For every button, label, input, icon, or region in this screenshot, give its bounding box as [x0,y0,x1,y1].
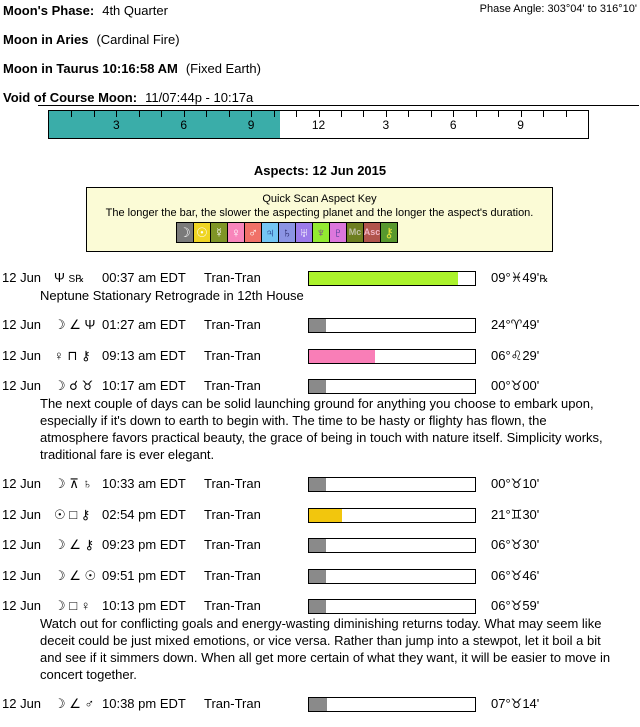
hour-tick [184,111,185,117]
hour-tick [521,111,522,117]
hour-tick [453,111,454,117]
duration-bar [308,477,476,492]
duration-bar [308,569,476,584]
aspect-degree-value: 00°♉00' [491,378,540,393]
voc-timeline-fill [49,111,280,138]
aspect-glyphs [54,317,102,333]
moon-ingress-label: Moon in Taurus 10:16:58 AM [3,61,178,76]
duration-bar [308,318,476,333]
aspect-row [0,476,640,492]
neptune-chip: ♆ [312,222,330,243]
duration-bar-fill [309,350,375,363]
aspect-glyphs [54,348,102,364]
aspect-rows [0,270,640,727]
aspect-glyphs-main: ☽ ☌ ♉ [54,378,94,393]
hour-label: 12 [311,118,326,132]
hour-tick [229,111,230,117]
aspect-degree-value: 06°♉46' [491,567,540,583]
aspect-degree [491,568,539,584]
aspect-row [0,270,640,286]
aspect-time: 09:23 pm EDT [102,537,186,552]
duration-bar [308,599,476,614]
hour-tick [94,111,95,117]
aspect-row [0,348,640,364]
aspect-degree [491,476,539,492]
aspect-time: 10:33 am EDT [102,476,186,491]
aspect-type: Tran-Tran [204,270,261,285]
hour-label: 9 [517,118,524,132]
aspects-title: Aspects: 12 Jun 2015 [253,163,387,178]
aspect-date: 12 Jun [2,506,42,522]
aspect-type: Tran-Tran [204,317,261,332]
key-title: Quick Scan Aspect Key [262,193,377,205]
hour-tick [274,111,275,117]
void-of-course-line [3,90,253,105]
hour-tick [139,111,140,117]
moon-chip: ☽ [176,222,194,243]
aspect-time: 10:38 pm EDT [102,696,186,711]
aspect-degree-value: 00°♉10' [491,476,540,491]
aspect-degree-value: 06°♌29' [491,347,540,363]
chiron-chip: ⚷ [380,222,398,243]
aspect-type: Tran-Tran [204,598,261,613]
aspect-date: 12 Jun [2,476,42,491]
moon-sign-line [3,32,180,47]
aspect-time: 10:17 am EDT [102,378,186,393]
aspect-type: Tran-Tran [204,476,261,491]
moons-phase-value: 4th Quarter [102,3,168,18]
hour-tick [363,111,364,117]
moon-ingress-value: (Fixed Earth) [185,61,261,76]
aspect-row [0,507,640,523]
aspect-date: 12 Jun [2,270,42,285]
quick-scan-aspect-key [86,187,553,252]
hour-tick [206,111,207,117]
aspect-degree-value: 07°♉14' [491,696,540,711]
hour-tick [431,111,432,117]
duration-bar-fill [309,272,458,285]
duration-bar-fill [309,380,326,393]
hour-tick [408,111,409,117]
aspect-degree [491,348,539,364]
aspect-date: 12 Jun [2,598,42,613]
moons-phase-label: Moon's Phase: [3,3,95,18]
duration-bar [308,508,476,523]
retrograde-mark: ℞ [539,274,549,285]
aspect-degree-value: 06°♉59' [491,598,540,613]
aspect-row [0,568,640,584]
aspect-degree-value: 09°♓49' [491,270,540,285]
aspect-degree [491,696,539,712]
aspect-row [0,317,640,333]
duration-bar [308,697,476,712]
hour-label: 9 [247,118,255,132]
header-divider [38,105,639,106]
aspect-date: 12 Jun [2,317,42,332]
aspect-type: Tran-Tran [204,347,261,363]
aspect-row [0,537,640,553]
hour-tick [566,111,567,117]
aspect-glyphs-main: ☉ □ ⚷ [54,506,91,522]
aspect-type: Tran-Tran [204,696,261,711]
hour-tick [386,111,387,117]
aspect-time: 00:37 am EDT [102,270,186,285]
duration-bar-fill [309,698,327,711]
hour-tick [251,111,252,117]
duration-bar [308,538,476,553]
aspect-glyphs [54,568,102,584]
ascendant-chip: Asc [363,222,381,243]
moon-sign-label: Moon in Aries [3,32,89,47]
aspect-degree [491,598,539,614]
aspect-key-chips [176,222,552,243]
phase-angle: Phase Angle: 303°04' to 316°10' [479,3,637,15]
aspect-type: Tran-Tran [204,537,261,552]
hour-label: 6 [449,118,457,132]
aspect-glyphs [54,696,102,712]
hour-tick [476,111,477,117]
aspect-glyphs-main: ☽ ∠ ♂ [54,696,95,711]
hour-tick [543,111,544,117]
duration-bar [308,379,476,394]
aspect-degree [491,270,548,286]
aspect-note: The next couple of days can be solid launching ground for anything you choose to embark upon, especially if it's down to earth to begin with. The time to be hasty or flighty has flown, the atmosphere favors practical beauty, the grace of being in touch with nature itself. Simplicity works, traditional fare is ever elegant. [40,396,603,462]
aspect-note: Neptune Stationary Retrograde in 12th House [40,288,304,303]
aspect-row [0,696,640,712]
aspect-type: Tran-Tran [204,506,261,522]
aspect-glyphs-main: ☽ ∠ ☉ [54,567,97,583]
aspect-row [0,378,640,394]
aspect-row [0,598,640,614]
aspect-glyphs [54,270,102,285]
aspect-degree-value: 06°♉30' [491,537,540,552]
hour-tick [71,111,72,117]
mercury-chip: ☿ [210,222,228,243]
uranus-chip: ♅ [295,222,313,243]
moon-sign-value: (Cardinal Fire) [96,32,180,47]
aspect-degree [491,507,539,523]
aspect-note: Watch out for conflicting goals and energy-wasting diminishing returns today. What may seem like deceit could be just mixed emotions, or vice versa. Rather than jump into a stewpot, let it boil a bit and see if it simmers down. When all get more certain of what they want, it will be easier to move in concert together. [40,616,611,682]
hour-tick [161,111,162,117]
aspect-date: 12 Jun [2,567,42,583]
moon-ingress-line [3,61,261,76]
moons-phase-line [3,3,168,18]
mars-chip: ♂ [244,222,262,243]
aspect-glyphs-main: Ψ [54,270,65,285]
aspect-degree [491,537,539,553]
duration-bar-fill [309,539,326,552]
aspect-glyphs-main: ☽ □ ♀ [54,598,91,613]
void-of-course-label: Void of Course Moon: [3,90,138,105]
aspect-degree-value: 21°♊30' [491,506,540,522]
aspect-time: 01:27 am EDT [102,317,186,332]
aspect-type: Tran-Tran [204,378,261,393]
aspect-time: 02:54 pm EDT [102,506,186,522]
sun-chip: ☉ [193,222,211,243]
hour-label: 6 [180,118,188,132]
venus-chip: ♀ [227,222,245,243]
hour-tick [498,111,499,117]
duration-bar-fill [309,570,326,583]
aspect-glyphs-main: ☽ ∠ ⚷ [54,537,95,552]
aspect-glyphs [54,476,102,492]
aspect-glyphs-station: S℞ [68,274,85,285]
aspect-time: 10:13 pm EDT [102,598,186,613]
aspect-glyphs [54,507,102,523]
aspect-time: 09:13 am EDT [102,347,186,363]
aspect-date: 12 Jun [2,537,42,552]
duration-bar-fill [309,478,326,491]
aspect-date: 12 Jun [2,378,42,393]
aspect-degree-value: 24°♈49' [491,317,540,332]
pluto-chip: ♇ [329,222,347,243]
aspect-date: 12 Jun [2,347,42,363]
hour-label: 3 [382,118,390,132]
aspect-glyphs-main: ☽ ∠ Ψ [54,317,96,332]
aspect-glyphs-main: ♀ ⊓ ⚷ [54,347,91,363]
saturn-chip: ♄ [278,222,296,243]
duration-bar-fill [309,509,342,522]
aspect-glyphs [54,598,102,614]
hour-tick [319,111,320,117]
midheaven-chip: Mc [346,222,364,243]
aspect-glyphs [54,537,102,553]
hour-tick [116,111,117,117]
hour-tick [296,111,297,117]
aspect-time: 09:51 pm EDT [102,567,186,583]
aspect-degree [491,378,539,394]
aspect-date: 12 Jun [2,696,42,711]
duration-bar-fill [309,600,326,613]
duration-bar [308,271,476,286]
key-subtitle: The longer the bar, the slower the aspecting planet and the longer the aspect's duration. [105,207,534,219]
aspect-type: Tran-Tran [204,567,261,583]
void-of-course-value: 11/07:44p - 10:17a [145,90,254,105]
duration-bar-fill [309,319,326,332]
voc-timeline [48,110,589,139]
hour-tick [341,111,342,117]
aspect-glyphs-main: ☽ ⊼ ♄ [54,476,93,491]
aspect-glyphs [54,378,102,394]
aspect-degree [491,317,539,333]
duration-bar [308,349,476,364]
hour-label: 3 [113,118,120,132]
jupiter-chip: ♃ [261,222,279,243]
